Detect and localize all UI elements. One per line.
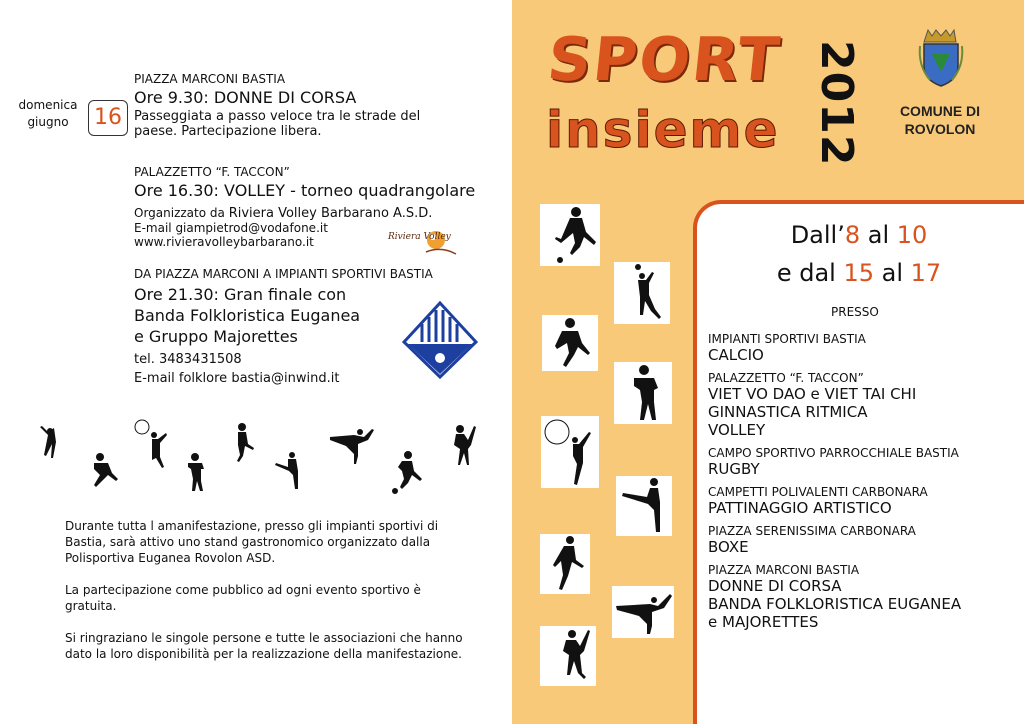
majorette-icon [454,425,476,465]
event-2-email: E-mail giampietrod@vodafone.it [134,221,328,235]
event-2-title: Ore 16.30: VOLLEY - torneo quadrangolare [134,181,476,200]
venue-block [708,524,1020,556]
month: giugno [27,115,69,129]
volleyball-player-tile-icon [614,262,670,324]
date-range-end-1: 10 [896,221,928,249]
title-insieme: insieme [546,101,780,159]
venue-name: CAMPETTI POLIVALENTI CARBONARA [708,485,928,499]
event-1-desc-2: paese. Partecipazione libera. [134,124,322,139]
boxer-tile-icon [614,362,672,424]
boxer-icon [188,453,204,491]
activity: DONNE DI CORSA [708,577,842,595]
activity: BOXE [708,538,749,556]
activity: GINNASTICA RITMICA [708,403,868,421]
event-date-labels [12,97,84,131]
title-sport: SPORT [544,25,785,95]
date-range-sep-1: al [860,221,897,249]
rugby-player-icon [94,453,118,487]
skater-icon [330,429,374,464]
event-3-line-2: Banda Folkloristica Euganea [134,306,361,325]
note-spacer [65,614,485,630]
activity: BANDA FOLKLORISTICA EUGANEA [708,595,962,613]
event-3-tel: tel. 3483431508 [134,352,242,367]
volleyball-player-icon [40,426,56,458]
event-3-line-3: e Gruppo Majorettes [134,327,298,346]
event-2-org-prefix: Organizzato da [134,206,229,220]
skater-tile-icon [612,586,674,638]
note-line: La partecipazione come pubblico ad ogni evento sportivo è [65,583,421,597]
date-range-sep-2: al [874,259,911,287]
note-line: dato la loro disponibilità per la realizzazione della manifestazione. [65,647,462,661]
venue-block [708,563,1020,631]
note-line: Durante tutta l amanifestazione, presso gli impianti sportivi di [65,519,439,533]
venue-block [708,446,1020,478]
runner-tile-icon [540,534,590,594]
venue-list [708,332,1020,631]
activity: PATTINAGGIO ARTISTICO [708,499,892,517]
soccer-player-icon [392,451,422,494]
venue-block [708,485,1020,517]
rhythmic-gymnast-tile-icon [541,416,599,488]
venue-name: PIAZZA SERENISSIMA CARBONARA [708,524,916,538]
event-1-venue: PIAZZA MARCONI BASTIA [134,72,286,86]
rugby-player-tile-icon [542,315,598,371]
martial-artist-tile-icon [616,476,672,536]
activity: RUGBY [708,460,760,478]
soccer-player-tile-icon [540,204,600,266]
note-line: Polisportiva Euganea Rovolon ASD. [65,551,276,565]
date-range-line-1 [700,216,1018,254]
event-2-venue: PALAZZETTO “F. TACCON” [134,165,290,179]
date-range-end-2: 17 [910,259,942,287]
event-2-org-name: Riviera Volley Barbarano A.S.D. [228,206,433,221]
date-range [700,216,1018,292]
note-line: Bastia, sarà attivo uno stand gastronomico organizzato dalla [65,535,431,549]
venue-name: PALAZZETTO “F. TACCON” [708,371,864,385]
event-1-desc-1: Passeggiata a passo veloce tra le strade del [134,109,421,124]
event-3-venue: DA PIAZZA MARCONI A IMPIANTI SPORTIVI BASTIA [134,267,433,281]
event-1-title: Ore 9.30: DONNE DI CORSA [134,88,357,107]
majorette-tile-icon [540,626,596,686]
rovolon-coat-of-arms-icon [916,26,966,88]
note-line: Si ringraziano le singole persone e tutte le associazioni che hanno [65,631,463,645]
activity: VIET VO DAO e VIET TAI CHI [708,385,917,403]
date-range-prefix-2: e dal [776,259,844,287]
date-range-line-2 [700,254,1018,292]
note-line: gratuita. [65,599,117,613]
sports-silhouettes-row [30,415,490,500]
banda-folkloristica-logo [402,300,478,380]
event-2-website[interactable]: www.rivieravolleybarbarano.it [134,235,314,249]
comune-label [888,102,992,138]
comune-line-1: COMUNE DI [899,103,981,119]
martial-artist-icon [275,452,298,489]
riviera-volley-logo-text: Riviera Volley [388,232,451,242]
riviera-volley-logo [386,222,480,262]
venue-block [708,332,1020,364]
year-2012: 2012 [811,40,862,167]
weekday: domenica [18,98,78,112]
date-range-start-2: 15 [843,259,874,287]
activity: VOLLEY [708,421,766,439]
event-3-email: E-mail folklore bastia@inwind.it [134,371,340,386]
venue-name: CAMPO SPORTIVO PARROCCHIALE BASTIA [708,446,959,460]
event-1 [134,72,504,139]
notes [65,518,485,662]
note-spacer [65,566,485,582]
venue-block [708,371,1020,439]
venue-name: IMPIANTI SPORTIVI BASTIA [708,332,866,346]
activity: e MAJORETTES [708,613,819,631]
activity: CALCIO [708,346,764,364]
date-range-start-1: 8 [844,221,861,249]
date-range-prefix: Dall’ [790,221,845,249]
venue-name: PIAZZA MARCONI BASTIA [708,563,860,577]
rhythmic-gymnast-icon [135,420,167,468]
runner-icon [237,423,254,462]
comune-line-2: ROVOLON [904,121,976,137]
presso-label: PRESSO [831,305,879,319]
event-3-line-1: Ore 21.30: Gran finale con [134,285,347,304]
day-badge: 16 [88,100,128,136]
